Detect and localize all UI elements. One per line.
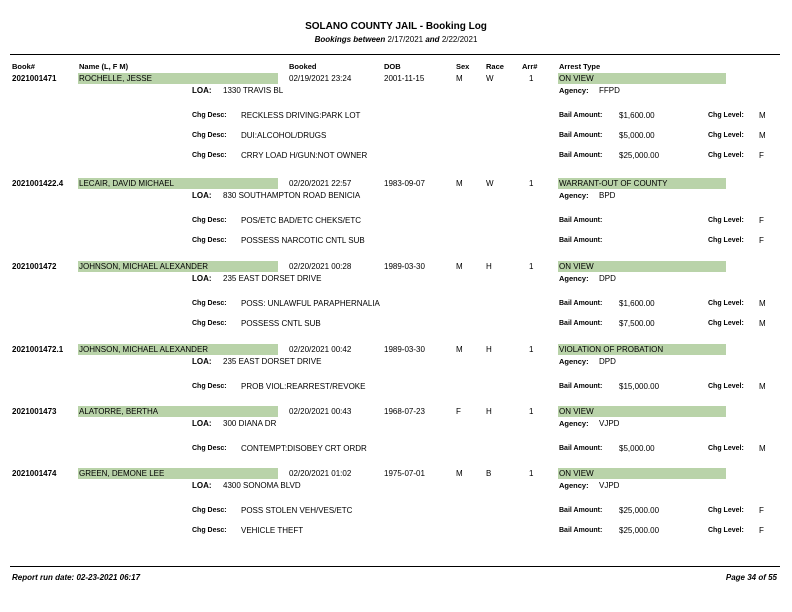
bail-amount-label: Bail Amount: xyxy=(559,383,603,390)
agency-value: BPD xyxy=(599,191,616,200)
bail-amount-value: $25,000.00 xyxy=(619,506,660,515)
loa-value: 235 EAST DORSET DRIVE xyxy=(223,357,322,366)
agency-label: Agency: xyxy=(559,419,589,428)
chg-desc-value: CONTEMPT:DISOBEY CRT ORDR xyxy=(241,444,367,453)
dob-value: 1989-03-30 xyxy=(384,345,425,354)
sex-value: M xyxy=(456,469,463,478)
agency-value: DPD xyxy=(599,274,616,283)
chg-level-value: F xyxy=(759,526,764,535)
loa-label: LOA: xyxy=(192,481,212,490)
agency-value: DPD xyxy=(599,357,616,366)
sex-value: M xyxy=(456,262,463,271)
race-value: W xyxy=(486,74,494,83)
agency-value: VJPD xyxy=(599,419,620,428)
chg-desc-label: Chg Desc: xyxy=(192,237,227,244)
footer-rule xyxy=(10,566,780,567)
book-number: 2021001471 xyxy=(12,74,57,83)
bail-amount-value: $15,000.00 xyxy=(619,382,660,391)
chg-level-value: M xyxy=(759,111,766,120)
inmate-name: JOHNSON, MICHAEL ALEXANDER xyxy=(78,261,278,272)
report-title: SOLANO COUNTY JAIL - Booking Log xyxy=(305,21,487,32)
chg-level-value: M xyxy=(759,299,766,308)
booked-datetime: 02/20/2021 22:57 xyxy=(289,179,352,188)
chg-level-value: M xyxy=(759,444,766,453)
chg-level-value: F xyxy=(759,236,764,245)
arrest-type-value: ON VIEW xyxy=(558,261,726,272)
inmate-name: LECAIR, DAVID MICHAEL xyxy=(78,178,278,189)
race-value: B xyxy=(486,469,492,478)
chg-level-value: M xyxy=(759,382,766,391)
col-dob: DOB xyxy=(384,62,401,71)
arr-value: 1 xyxy=(529,407,534,416)
run-date-value: 02-23-2021 06:17 xyxy=(76,573,141,582)
col-sex: Sex xyxy=(456,62,470,71)
race-value: H xyxy=(486,407,492,416)
sex-value: M xyxy=(456,74,463,83)
loa-value: 235 EAST DORSET DRIVE xyxy=(223,274,322,283)
chg-level-label: Chg Level: xyxy=(708,112,744,119)
col-arr: Arr# xyxy=(522,62,538,71)
bail-amount-label: Bail Amount: xyxy=(559,217,603,224)
sex-value: F xyxy=(456,407,461,416)
chg-level-value: F xyxy=(759,506,764,515)
chg-desc-value: POSSESS NARCOTIC CNTL SUB xyxy=(241,236,365,245)
dob-value: 2001-11-15 xyxy=(384,74,425,83)
book-number: 2021001474 xyxy=(12,469,57,478)
dob-value: 1983-09-07 xyxy=(384,179,425,188)
agency-value: VJPD xyxy=(599,481,620,490)
chg-desc-value: PROB VIOL:REARREST/REVOKE xyxy=(241,382,366,391)
book-number: 2021001473 xyxy=(12,407,57,416)
arrest-type-value: VIOLATION OF PROBATION xyxy=(558,344,726,355)
chg-level-label: Chg Level: xyxy=(708,237,744,244)
arrest-type-value: ON VIEW xyxy=(558,73,726,84)
bail-amount-label: Bail Amount: xyxy=(559,527,603,534)
arr-value: 1 xyxy=(529,469,534,478)
bail-amount-label: Bail Amount: xyxy=(559,112,603,119)
chg-level-value: F xyxy=(759,216,764,225)
chg-level-label: Chg Level: xyxy=(708,132,744,139)
sex-value: M xyxy=(456,345,463,354)
chg-level-label: Chg Level: xyxy=(708,383,744,390)
booked-datetime: 02/20/2021 01:02 xyxy=(289,469,352,478)
chg-desc-label: Chg Desc: xyxy=(192,507,227,514)
loa-label: LOA: xyxy=(192,357,212,366)
chg-desc-value: POSS: UNLAWFUL PARAPHERNALIA xyxy=(241,299,380,308)
inmate-name: JOHNSON, MICHAEL ALEXANDER xyxy=(78,344,278,355)
bail-amount-value: $5,000.00 xyxy=(619,131,655,140)
chg-level-label: Chg Level: xyxy=(708,527,744,534)
chg-level-label: Chg Level: xyxy=(708,300,744,307)
race-value: W xyxy=(486,179,494,188)
chg-desc-label: Chg Desc: xyxy=(192,300,227,307)
loa-label: LOA: xyxy=(192,419,212,428)
race-value: H xyxy=(486,345,492,354)
booked-datetime: 02/20/2021 00:28 xyxy=(289,262,352,271)
chg-desc-label: Chg Desc: xyxy=(192,217,227,224)
agency-label: Agency: xyxy=(559,481,589,490)
booked-datetime: 02/19/2021 23:24 xyxy=(289,74,352,83)
sex-value: M xyxy=(456,179,463,188)
arr-value: 1 xyxy=(529,345,534,354)
arr-value: 1 xyxy=(529,262,534,271)
dob-value: 1968-07-23 xyxy=(384,407,425,416)
chg-desc-label: Chg Desc: xyxy=(192,383,227,390)
inmate-name: GREEN, DEMONE LEE xyxy=(78,468,278,479)
race-value: H xyxy=(486,262,492,271)
chg-level-label: Chg Level: xyxy=(708,445,744,452)
report-subtitle xyxy=(0,35,792,44)
chg-desc-label: Chg Desc: xyxy=(192,132,227,139)
bail-amount-value: $1,600.00 xyxy=(619,299,655,308)
arrest-type-value: ON VIEW xyxy=(558,406,726,417)
page-number: Page 34 of 55 xyxy=(725,573,777,582)
chg-desc-label: Chg Desc: xyxy=(192,320,227,327)
bail-amount-label: Bail Amount: xyxy=(559,237,603,244)
inmate-name: ALATORRE, BERTHA xyxy=(78,406,278,417)
loa-value: 300 DIANA DR xyxy=(223,419,277,428)
col-arrest-type: Arrest Type xyxy=(559,62,601,71)
booked-datetime: 02/20/2021 00:43 xyxy=(289,407,352,416)
chg-level-value: M xyxy=(759,131,766,140)
arr-value: 1 xyxy=(529,179,534,188)
dob-value: 1989-03-30 xyxy=(384,262,425,271)
book-number: 2021001472.1 xyxy=(12,345,64,354)
col-race: Race xyxy=(486,62,504,71)
chg-desc-value: POSSESS CNTL SUB xyxy=(241,319,321,328)
dob-value: 1975-07-01 xyxy=(384,469,425,478)
col-book: Book# xyxy=(12,62,35,71)
chg-level-label: Chg Level: xyxy=(708,217,744,224)
book-number: 2021001472 xyxy=(12,262,57,271)
date-from: 2/17/2021 xyxy=(387,35,424,44)
agency-label: Agency: xyxy=(559,357,589,366)
chg-level-label: Chg Level: xyxy=(708,507,744,514)
bail-amount-label: Bail Amount: xyxy=(559,445,603,452)
col-name: Name (L, F M) xyxy=(79,62,129,71)
bail-amount-value: $25,000.00 xyxy=(619,526,660,535)
bail-amount-value: $5,000.00 xyxy=(619,444,655,453)
chg-level-value: F xyxy=(759,151,764,160)
agency-label: Agency: xyxy=(559,191,589,200)
agency-label: Agency: xyxy=(559,274,589,283)
subtitle-and: and xyxy=(425,35,440,44)
bail-amount-label: Bail Amount: xyxy=(559,132,603,139)
chg-level-value: M xyxy=(759,319,766,328)
arrest-type-value: WARRANT-OUT OF COUNTY xyxy=(558,178,726,189)
chg-desc-label: Chg Desc: xyxy=(192,445,227,452)
chg-desc-value: POSS STOLEN VEH/VES/ETC xyxy=(241,506,353,515)
agency-label: Agency: xyxy=(559,86,589,95)
inmate-name: ROCHELLE, JESSE xyxy=(78,73,278,84)
bail-amount-value: $25,000.00 xyxy=(619,151,660,160)
col-booked: Booked xyxy=(289,62,317,71)
chg-level-label: Chg Level: xyxy=(708,320,744,327)
chg-desc-label: Chg Desc: xyxy=(192,527,227,534)
chg-desc-value: CRRY LOAD H/GUN:NOT OWNER xyxy=(241,151,368,160)
bail-amount-value: $1,600.00 xyxy=(619,111,655,120)
book-number: 2021001422.4 xyxy=(12,179,64,188)
bail-amount-label: Bail Amount: xyxy=(559,300,603,307)
chg-desc-value: DUI:ALCOHOL/DRUGS xyxy=(241,131,327,140)
chg-desc-label: Chg Desc: xyxy=(192,152,227,159)
run-date-label: Report run date: xyxy=(12,573,75,582)
date-to: 2/22/2021 xyxy=(441,35,478,44)
loa-value: 1330 TRAVIS BL xyxy=(223,86,284,95)
loa-label: LOA: xyxy=(192,86,212,95)
chg-desc-value: RECKLESS DRIVING:PARK LOT xyxy=(241,111,361,120)
bail-amount-value: $7,500.00 xyxy=(619,319,655,328)
chg-desc-label: Chg Desc: xyxy=(192,112,227,119)
header-rule xyxy=(10,54,780,55)
loa-label: LOA: xyxy=(192,274,212,283)
arr-value: 1 xyxy=(529,74,534,83)
booked-datetime: 02/20/2021 00:42 xyxy=(289,345,352,354)
bail-amount-label: Bail Amount: xyxy=(559,507,603,514)
chg-level-label: Chg Level: xyxy=(708,152,744,159)
bail-amount-label: Bail Amount: xyxy=(559,320,603,327)
subtitle-prefix: Bookings between xyxy=(314,35,386,44)
loa-value: 830 SOUTHAMPTON ROAD BENICIA xyxy=(223,191,361,200)
arrest-type-value: ON VIEW xyxy=(558,468,726,479)
chg-desc-value: VEHICLE THEFT xyxy=(241,526,304,535)
agency-value: FFPD xyxy=(599,86,620,95)
chg-desc-value: POS/ETC BAD/ETC CHEKS/ETC xyxy=(241,216,362,225)
bail-amount-label: Bail Amount: xyxy=(559,152,603,159)
loa-value: 4300 SONOMA BLVD xyxy=(223,481,301,490)
report-run-date xyxy=(12,573,140,582)
loa-label: LOA: xyxy=(192,191,212,200)
